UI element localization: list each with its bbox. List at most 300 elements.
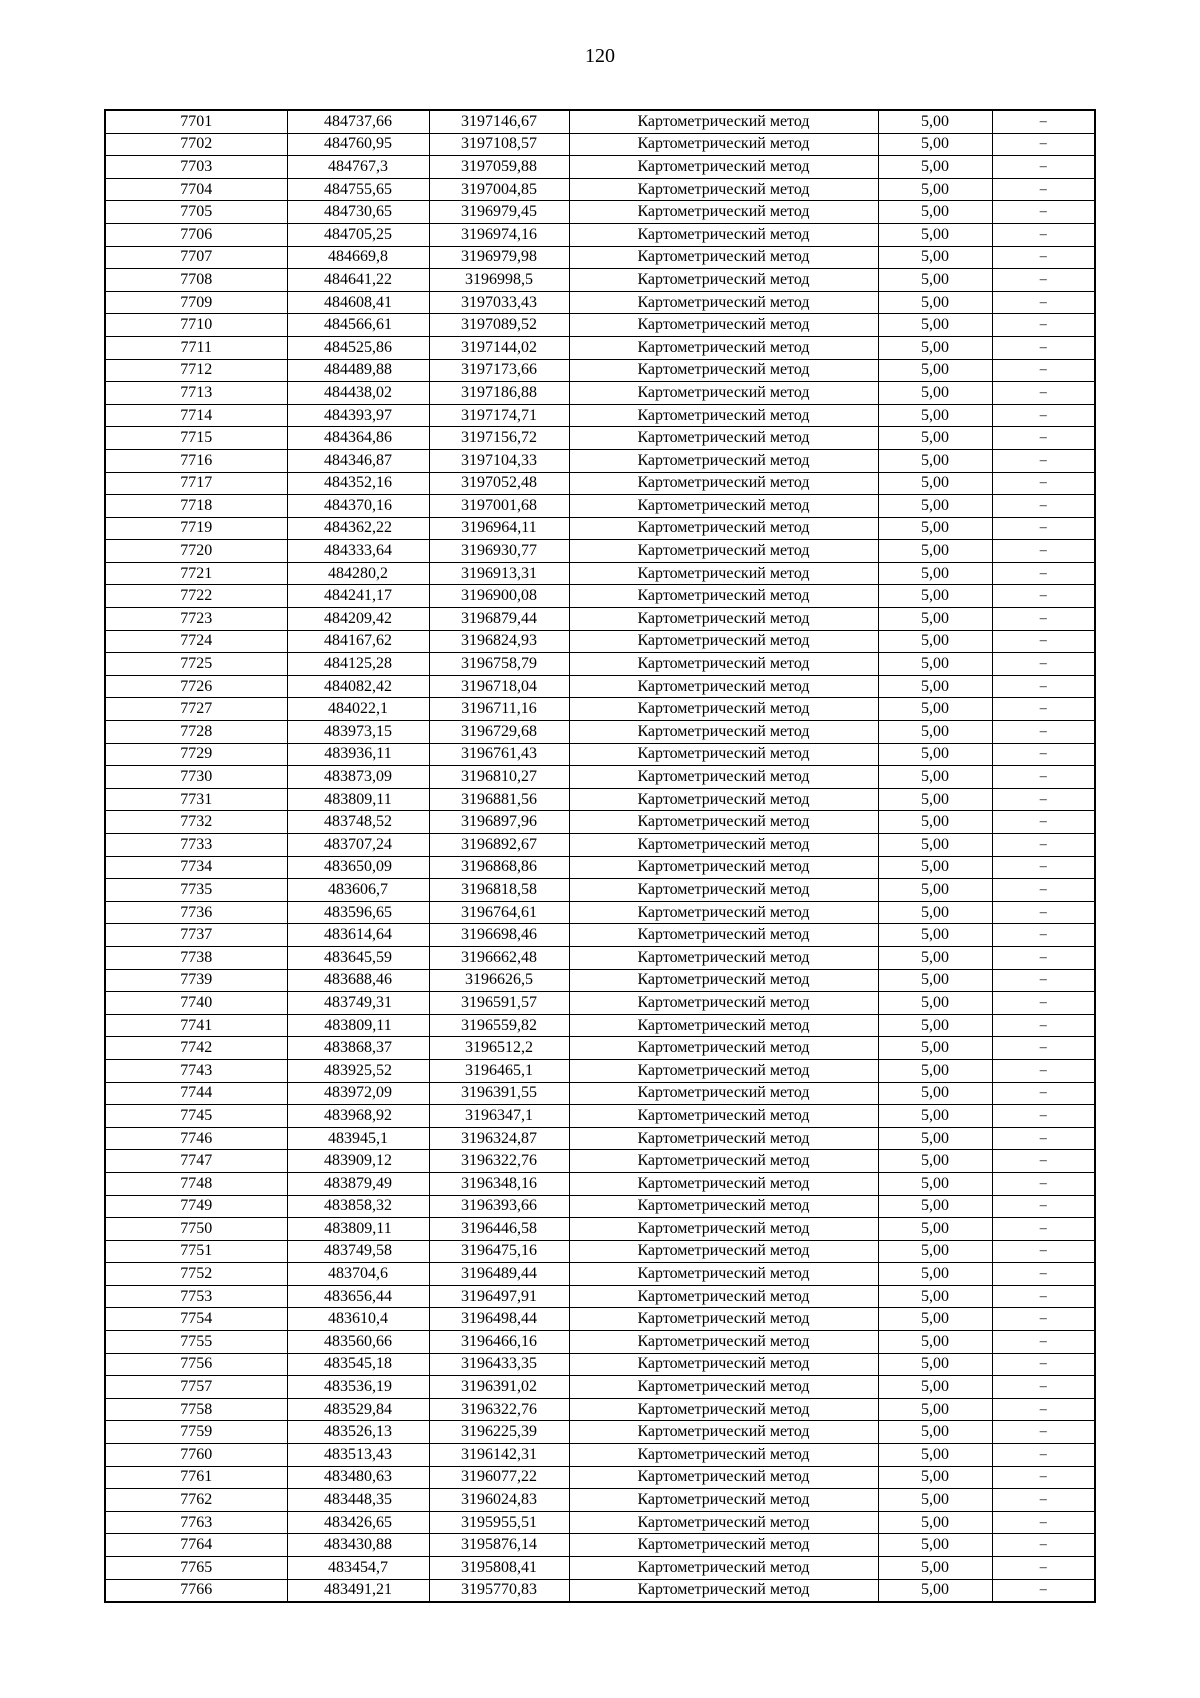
accuracy-cell: 5,00 <box>878 1195 992 1218</box>
method-cell: Картометрический метод <box>569 1511 878 1534</box>
note-cell: – <box>992 766 1095 789</box>
y-coordinate-cell: 3196465,1 <box>429 1059 569 1082</box>
method-cell: Картометрический метод <box>569 1353 878 1376</box>
method-cell: Картометрический метод <box>569 291 878 314</box>
note-cell: – <box>992 314 1095 337</box>
point-number-cell: 7742 <box>105 1037 287 1060</box>
accuracy-cell: 5,00 <box>878 1014 992 1037</box>
note-cell: – <box>992 495 1095 518</box>
note-cell: – <box>992 517 1095 540</box>
method-cell: Картометрический метод <box>569 721 878 744</box>
point-number-cell: 7737 <box>105 924 287 947</box>
method-cell: Картометрический метод <box>569 1444 878 1467</box>
accuracy-cell: 5,00 <box>878 1331 992 1354</box>
table-row <box>105 1059 1095 1082</box>
point-number-cell: 7758 <box>105 1398 287 1421</box>
note-cell: – <box>992 359 1095 382</box>
method-cell: Картометрический метод <box>569 472 878 495</box>
y-coordinate-cell: 3197108,57 <box>429 133 569 156</box>
method-cell: Картометрический метод <box>569 1308 878 1331</box>
method-cell: Картометрический метод <box>569 382 878 405</box>
x-coordinate-cell: 483513,43 <box>287 1444 429 1467</box>
accuracy-cell: 5,00 <box>878 540 992 563</box>
accuracy-cell: 5,00 <box>878 1398 992 1421</box>
point-number-cell: 7736 <box>105 901 287 924</box>
note-cell: – <box>992 1398 1095 1421</box>
point-number-cell: 7711 <box>105 336 287 359</box>
x-coordinate-cell: 484370,16 <box>287 495 429 518</box>
accuracy-cell: 5,00 <box>878 201 992 224</box>
accuracy-cell: 5,00 <box>878 1105 992 1128</box>
y-coordinate-cell: 3196626,5 <box>429 969 569 992</box>
method-cell: Картометрический метод <box>569 585 878 608</box>
x-coordinate-cell: 483936,11 <box>287 743 429 766</box>
method-cell: Картометрический метод <box>569 901 878 924</box>
x-coordinate-cell: 483809,11 <box>287 1218 429 1241</box>
note-cell: – <box>992 675 1095 698</box>
table-row <box>105 1127 1095 1150</box>
accuracy-cell: 5,00 <box>878 924 992 947</box>
y-coordinate-cell: 3196698,46 <box>429 924 569 947</box>
x-coordinate-cell: 484705,25 <box>287 223 429 246</box>
x-coordinate-cell: 483909,12 <box>287 1150 429 1173</box>
method-cell: Картометрический метод <box>569 1398 878 1421</box>
table-row <box>105 562 1095 585</box>
note-cell: – <box>992 698 1095 721</box>
x-coordinate-cell: 484346,87 <box>287 449 429 472</box>
point-number-cell: 7720 <box>105 540 287 563</box>
y-coordinate-cell: 3196810,27 <box>429 766 569 789</box>
method-cell: Картометрический метод <box>569 834 878 857</box>
table-row <box>105 879 1095 902</box>
method-cell: Картометрический метод <box>569 1534 878 1557</box>
y-coordinate-cell: 3196974,16 <box>429 223 569 246</box>
table-row <box>105 811 1095 834</box>
point-number-cell: 7753 <box>105 1285 287 1308</box>
note-cell: – <box>992 449 1095 472</box>
point-number-cell: 7707 <box>105 246 287 269</box>
x-coordinate-cell: 483454,7 <box>287 1557 429 1580</box>
table-row <box>105 1218 1095 1241</box>
note-cell: – <box>992 585 1095 608</box>
note-cell: – <box>992 472 1095 495</box>
x-coordinate-cell: 483430,88 <box>287 1534 429 1557</box>
x-coordinate-cell: 484489,88 <box>287 359 429 382</box>
table-row <box>105 246 1095 269</box>
accuracy-cell: 5,00 <box>878 630 992 653</box>
y-coordinate-cell: 3196761,43 <box>429 743 569 766</box>
accuracy-cell: 5,00 <box>878 585 992 608</box>
note-cell: – <box>992 992 1095 1015</box>
y-coordinate-cell: 3196892,67 <box>429 834 569 857</box>
x-coordinate-cell: 483858,32 <box>287 1195 429 1218</box>
method-cell: Картометрический метод <box>569 856 878 879</box>
method-cell: Картометрический метод <box>569 1557 878 1580</box>
table-row <box>105 698 1095 721</box>
point-number-cell: 7752 <box>105 1263 287 1286</box>
point-number-cell: 7724 <box>105 630 287 653</box>
table-row <box>105 788 1095 811</box>
point-number-cell: 7729 <box>105 743 287 766</box>
table-row <box>105 359 1095 382</box>
x-coordinate-cell: 484767,3 <box>287 156 429 179</box>
method-cell: Картометрический метод <box>569 269 878 292</box>
x-coordinate-cell: 483614,64 <box>287 924 429 947</box>
accuracy-cell: 5,00 <box>878 314 992 337</box>
note-cell: – <box>992 1263 1095 1286</box>
accuracy-cell: 5,00 <box>878 133 992 156</box>
note-cell: – <box>992 404 1095 427</box>
table-row <box>105 495 1095 518</box>
y-coordinate-cell: 3197059,88 <box>429 156 569 179</box>
note-cell: – <box>992 1014 1095 1037</box>
y-coordinate-cell: 3197033,43 <box>429 291 569 314</box>
table-row <box>105 178 1095 201</box>
note-cell: – <box>992 133 1095 156</box>
table-row <box>105 969 1095 992</box>
x-coordinate-cell: 483480,63 <box>287 1466 429 1489</box>
method-cell: Картометрический метод <box>569 879 878 902</box>
table-row <box>105 585 1095 608</box>
table-row <box>105 653 1095 676</box>
note-cell: – <box>992 1489 1095 1512</box>
y-coordinate-cell: 3196322,76 <box>429 1398 569 1421</box>
y-coordinate-cell: 3197052,48 <box>429 472 569 495</box>
note-cell: – <box>992 630 1095 653</box>
note-cell: – <box>992 201 1095 224</box>
x-coordinate-cell: 484362,22 <box>287 517 429 540</box>
accuracy-cell: 5,00 <box>878 517 992 540</box>
x-coordinate-cell: 484755,65 <box>287 178 429 201</box>
y-coordinate-cell: 3196818,58 <box>429 879 569 902</box>
method-cell: Картометрический метод <box>569 1014 878 1037</box>
method-cell: Картометрический метод <box>569 743 878 766</box>
method-cell: Картометрический метод <box>569 1172 878 1195</box>
table-row <box>105 1398 1095 1421</box>
y-coordinate-cell: 3196897,96 <box>429 811 569 834</box>
y-coordinate-cell: 3196446,58 <box>429 1218 569 1241</box>
accuracy-cell: 5,00 <box>878 1489 992 1512</box>
method-cell: Картометрический метод <box>569 201 878 224</box>
x-coordinate-cell: 484167,62 <box>287 630 429 653</box>
method-cell: Картометрический метод <box>569 1127 878 1150</box>
accuracy-cell: 5,00 <box>878 1082 992 1105</box>
x-coordinate-cell: 484669,8 <box>287 246 429 269</box>
accuracy-cell: 5,00 <box>878 608 992 631</box>
accuracy-cell: 5,00 <box>878 834 992 857</box>
x-coordinate-cell: 483972,09 <box>287 1082 429 1105</box>
x-coordinate-cell: 483448,35 <box>287 1489 429 1512</box>
table-row <box>105 856 1095 879</box>
y-coordinate-cell: 3197146,67 <box>429 110 569 133</box>
point-number-cell: 7732 <box>105 811 287 834</box>
method-cell: Картометрический метод <box>569 427 878 450</box>
note-cell: – <box>992 1444 1095 1467</box>
y-coordinate-cell: 3196979,45 <box>429 201 569 224</box>
table-row <box>105 201 1095 224</box>
point-number-cell: 7721 <box>105 562 287 585</box>
note-cell: – <box>992 562 1095 585</box>
note-cell: – <box>992 1421 1095 1444</box>
method-cell: Картометрический метод <box>569 246 878 269</box>
y-coordinate-cell: 3196979,98 <box>429 246 569 269</box>
x-coordinate-cell: 483868,37 <box>287 1037 429 1060</box>
table-row <box>105 1308 1095 1331</box>
accuracy-cell: 5,00 <box>878 969 992 992</box>
note-cell: – <box>992 856 1095 879</box>
table-row <box>105 721 1095 744</box>
x-coordinate-cell: 483545,18 <box>287 1353 429 1376</box>
point-number-cell: 7730 <box>105 766 287 789</box>
method-cell: Картометрический метод <box>569 1240 878 1263</box>
point-number-cell: 7763 <box>105 1511 287 1534</box>
point-number-cell: 7708 <box>105 269 287 292</box>
note-cell: – <box>992 336 1095 359</box>
method-cell: Картометрический метод <box>569 1082 878 1105</box>
y-coordinate-cell: 3196711,16 <box>429 698 569 721</box>
point-number-cell: 7719 <box>105 517 287 540</box>
point-number-cell: 7765 <box>105 1557 287 1580</box>
x-coordinate-cell: 483748,52 <box>287 811 429 834</box>
method-cell: Картометрический метод <box>569 946 878 969</box>
y-coordinate-cell: 3196879,44 <box>429 608 569 631</box>
accuracy-cell: 5,00 <box>878 1218 992 1241</box>
y-coordinate-cell: 3195770,83 <box>429 1579 569 1602</box>
table-row <box>105 1014 1095 1037</box>
method-cell: Картометрический метод <box>569 1037 878 1060</box>
point-number-cell: 7718 <box>105 495 287 518</box>
table-row <box>105 1082 1095 1105</box>
table-row <box>105 1557 1095 1580</box>
y-coordinate-cell: 3197186,88 <box>429 382 569 405</box>
note-cell: – <box>992 743 1095 766</box>
x-coordinate-cell: 484082,42 <box>287 675 429 698</box>
accuracy-cell: 5,00 <box>878 879 992 902</box>
table-row <box>105 992 1095 1015</box>
note-cell: – <box>992 608 1095 631</box>
table-row <box>105 517 1095 540</box>
note-cell: – <box>992 110 1095 133</box>
note-cell: – <box>992 1195 1095 1218</box>
note-cell: – <box>992 788 1095 811</box>
accuracy-cell: 5,00 <box>878 291 992 314</box>
accuracy-cell: 5,00 <box>878 1511 992 1534</box>
point-number-cell: 7705 <box>105 201 287 224</box>
point-number-cell: 7743 <box>105 1059 287 1082</box>
y-coordinate-cell: 3196024,83 <box>429 1489 569 1512</box>
method-cell: Картометрический метод <box>569 110 878 133</box>
y-coordinate-cell: 3197001,68 <box>429 495 569 518</box>
accuracy-cell: 5,00 <box>878 110 992 133</box>
point-number-cell: 7710 <box>105 314 287 337</box>
note-cell: – <box>992 1376 1095 1399</box>
table-row <box>105 540 1095 563</box>
accuracy-cell: 5,00 <box>878 811 992 834</box>
y-coordinate-cell: 3195808,41 <box>429 1557 569 1580</box>
note-cell: – <box>992 1037 1095 1060</box>
point-number-cell: 7761 <box>105 1466 287 1489</box>
method-cell: Картометрический метод <box>569 1376 878 1399</box>
table-row <box>105 1511 1095 1534</box>
method-cell: Картометрический метод <box>569 156 878 179</box>
method-cell: Картометрический метод <box>569 359 878 382</box>
x-coordinate-cell: 483426,65 <box>287 1511 429 1534</box>
note-cell: – <box>992 1308 1095 1331</box>
accuracy-cell: 5,00 <box>878 359 992 382</box>
accuracy-cell: 5,00 <box>878 382 992 405</box>
x-coordinate-cell: 483650,09 <box>287 856 429 879</box>
note-cell: – <box>992 1511 1095 1534</box>
table-row <box>105 901 1095 924</box>
accuracy-cell: 5,00 <box>878 178 992 201</box>
method-cell: Картометрический метод <box>569 404 878 427</box>
method-cell: Картометрический метод <box>569 540 878 563</box>
table-row <box>105 314 1095 337</box>
point-number-cell: 7760 <box>105 1444 287 1467</box>
accuracy-cell: 5,00 <box>878 856 992 879</box>
y-coordinate-cell: 3196559,82 <box>429 1014 569 1037</box>
y-coordinate-cell: 3196824,93 <box>429 630 569 653</box>
x-coordinate-cell: 484525,86 <box>287 336 429 359</box>
accuracy-cell: 5,00 <box>878 1263 992 1286</box>
y-coordinate-cell: 3196348,16 <box>429 1172 569 1195</box>
point-number-cell: 7748 <box>105 1172 287 1195</box>
note-cell: – <box>992 969 1095 992</box>
note-cell: – <box>992 223 1095 246</box>
y-coordinate-cell: 3195955,51 <box>429 1511 569 1534</box>
method-cell: Картометрический метод <box>569 675 878 698</box>
x-coordinate-cell: 484241,17 <box>287 585 429 608</box>
y-coordinate-cell: 3196225,39 <box>429 1421 569 1444</box>
y-coordinate-cell: 3197174,71 <box>429 404 569 427</box>
method-cell: Картометрический метод <box>569 1150 878 1173</box>
note-cell: – <box>992 1127 1095 1150</box>
accuracy-cell: 5,00 <box>878 1308 992 1331</box>
table-row <box>105 675 1095 698</box>
y-coordinate-cell: 3196591,57 <box>429 992 569 1015</box>
x-coordinate-cell: 483945,1 <box>287 1127 429 1150</box>
accuracy-cell: 5,00 <box>878 449 992 472</box>
accuracy-cell: 5,00 <box>878 156 992 179</box>
note-cell: – <box>992 1331 1095 1354</box>
table-row <box>105 427 1095 450</box>
x-coordinate-cell: 483879,49 <box>287 1172 429 1195</box>
table-row <box>105 472 1095 495</box>
accuracy-cell: 5,00 <box>878 562 992 585</box>
point-number-cell: 7704 <box>105 178 287 201</box>
accuracy-cell: 5,00 <box>878 1557 992 1580</box>
x-coordinate-cell: 483704,6 <box>287 1263 429 1286</box>
accuracy-cell: 5,00 <box>878 1240 992 1263</box>
y-coordinate-cell: 3196900,08 <box>429 585 569 608</box>
x-coordinate-cell: 483925,52 <box>287 1059 429 1082</box>
x-coordinate-cell: 483536,19 <box>287 1376 429 1399</box>
y-coordinate-cell: 3196718,04 <box>429 675 569 698</box>
x-coordinate-cell: 484393,97 <box>287 404 429 427</box>
y-coordinate-cell: 3196433,35 <box>429 1353 569 1376</box>
table-row <box>105 1037 1095 1060</box>
coordinates-table <box>104 109 1096 1603</box>
method-cell: Картометрический метод <box>569 766 878 789</box>
table-row <box>105 291 1095 314</box>
accuracy-cell: 5,00 <box>878 269 992 292</box>
accuracy-cell: 5,00 <box>878 743 992 766</box>
x-coordinate-cell: 483526,13 <box>287 1421 429 1444</box>
x-coordinate-cell: 484333,64 <box>287 540 429 563</box>
point-number-cell: 7745 <box>105 1105 287 1128</box>
point-number-cell: 7755 <box>105 1331 287 1354</box>
method-cell: Картометрический метод <box>569 1421 878 1444</box>
point-number-cell: 7739 <box>105 969 287 992</box>
note-cell: – <box>992 1353 1095 1376</box>
y-coordinate-cell: 3196998,5 <box>429 269 569 292</box>
page-number: 120 <box>585 45 615 67</box>
x-coordinate-cell: 483596,65 <box>287 901 429 924</box>
x-coordinate-cell: 483610,4 <box>287 1308 429 1331</box>
y-coordinate-cell: 3196077,22 <box>429 1466 569 1489</box>
x-coordinate-cell: 484737,66 <box>287 110 429 133</box>
x-coordinate-cell: 484364,86 <box>287 427 429 450</box>
table-row <box>105 834 1095 857</box>
method-cell: Картометрический метод <box>569 924 878 947</box>
method-cell: Картометрический метод <box>569 653 878 676</box>
point-number-cell: 7759 <box>105 1421 287 1444</box>
x-coordinate-cell: 484022,1 <box>287 698 429 721</box>
x-coordinate-cell: 484566,61 <box>287 314 429 337</box>
method-cell: Картометрический метод <box>569 788 878 811</box>
accuracy-cell: 5,00 <box>878 1579 992 1602</box>
point-number-cell: 7727 <box>105 698 287 721</box>
note-cell: – <box>992 1240 1095 1263</box>
table-row <box>105 336 1095 359</box>
table-row <box>105 1421 1095 1444</box>
table-row <box>105 1444 1095 1467</box>
point-number-cell: 7762 <box>105 1489 287 1512</box>
note-cell: – <box>992 721 1095 744</box>
note-cell: – <box>992 1218 1095 1241</box>
y-coordinate-cell: 3196498,44 <box>429 1308 569 1331</box>
y-coordinate-cell: 3196391,55 <box>429 1082 569 1105</box>
coordinates-table-body <box>105 110 1095 1602</box>
x-coordinate-cell: 484730,65 <box>287 201 429 224</box>
method-cell: Картометрический метод <box>569 336 878 359</box>
x-coordinate-cell: 484209,42 <box>287 608 429 631</box>
note-cell: – <box>992 653 1095 676</box>
note-cell: – <box>992 1059 1095 1082</box>
table-row <box>105 223 1095 246</box>
point-number-cell: 7726 <box>105 675 287 698</box>
point-number-cell: 7702 <box>105 133 287 156</box>
y-coordinate-cell: 3197089,52 <box>429 314 569 337</box>
note-cell: – <box>992 427 1095 450</box>
table-row <box>105 1353 1095 1376</box>
table-row <box>105 1331 1095 1354</box>
accuracy-cell: 5,00 <box>878 1285 992 1308</box>
y-coordinate-cell: 3196322,76 <box>429 1150 569 1173</box>
y-coordinate-cell: 3196881,56 <box>429 788 569 811</box>
y-coordinate-cell: 3197104,33 <box>429 449 569 472</box>
table-row <box>105 1285 1095 1308</box>
note-cell: – <box>992 269 1095 292</box>
point-number-cell: 7747 <box>105 1150 287 1173</box>
method-cell: Картометрический метод <box>569 1331 878 1354</box>
point-number-cell: 7733 <box>105 834 287 857</box>
accuracy-cell: 5,00 <box>878 1150 992 1173</box>
y-coordinate-cell: 3196475,16 <box>429 1240 569 1263</box>
point-number-cell: 7713 <box>105 382 287 405</box>
x-coordinate-cell: 483707,24 <box>287 834 429 857</box>
method-cell: Картометрический метод <box>569 1263 878 1286</box>
